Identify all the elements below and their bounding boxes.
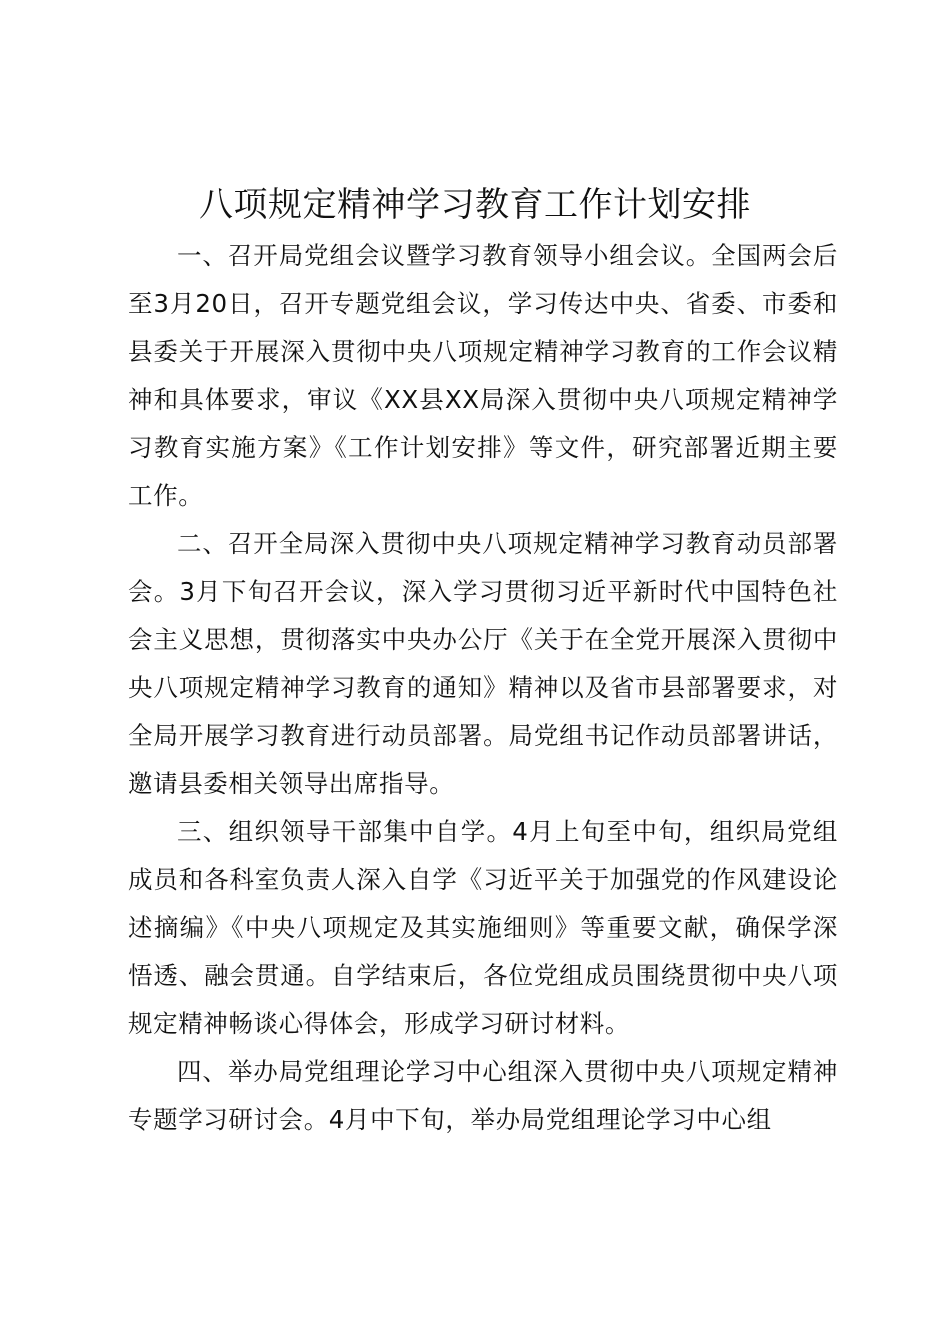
paragraph-2: 二、召开全局深入贯彻中央八项规定精神学习教育动员部署会。3月下旬召开会议，深入学习贯彻习近平新时代中国特色社会主义思想，贯彻落实中央办公厅《关于在全党开展深入贯彻中央八项规定精神学习教育的通知》精神以及省市县部署要求，对全局开展学习教育进行动员部署。局党组书记作动员部署讲话，邀请县委相关领导出席指导。 [128,529,838,798]
paragraph-4: 四、举办局党组理论学习中心组深入贯彻中央八项规定精神专题学习研讨会。4月中下旬，举办局党组理论学习中心组 [128,1057,838,1134]
paragraph-1: 一、召开局党组会议暨学习教育领导小组会议。全国两会后至3月20日，召开专题党组会议，学习传达中央、省委、市委和县委关于开展深入贯彻中央八项规定精神学习教育的工作会议精神和具体要求，审议《XX县XX局深入贯彻中央八项规定精神学习教育实施方案》《工作计划安排》等文件，研究部署近期主要工作。 [128,241,838,510]
document-title: 八项规定精神学习教育工作计划安排 [199,185,751,225]
paragraph-3: 三、组织领导干部集中自学。4月上旬至中旬，组织局党组成员和各科室负责人深入自学《习近平关于加强党的作风建设论述摘编》《中央八项规定及其实施细则》等重要文献，确保学深悟透、融会贯通。自学结束后，各位党组成员围绕贯彻中央八项规定精神畅谈心得体会，形成学习研讨材料。 [128,817,838,1038]
document-body [128,232,838,1144]
